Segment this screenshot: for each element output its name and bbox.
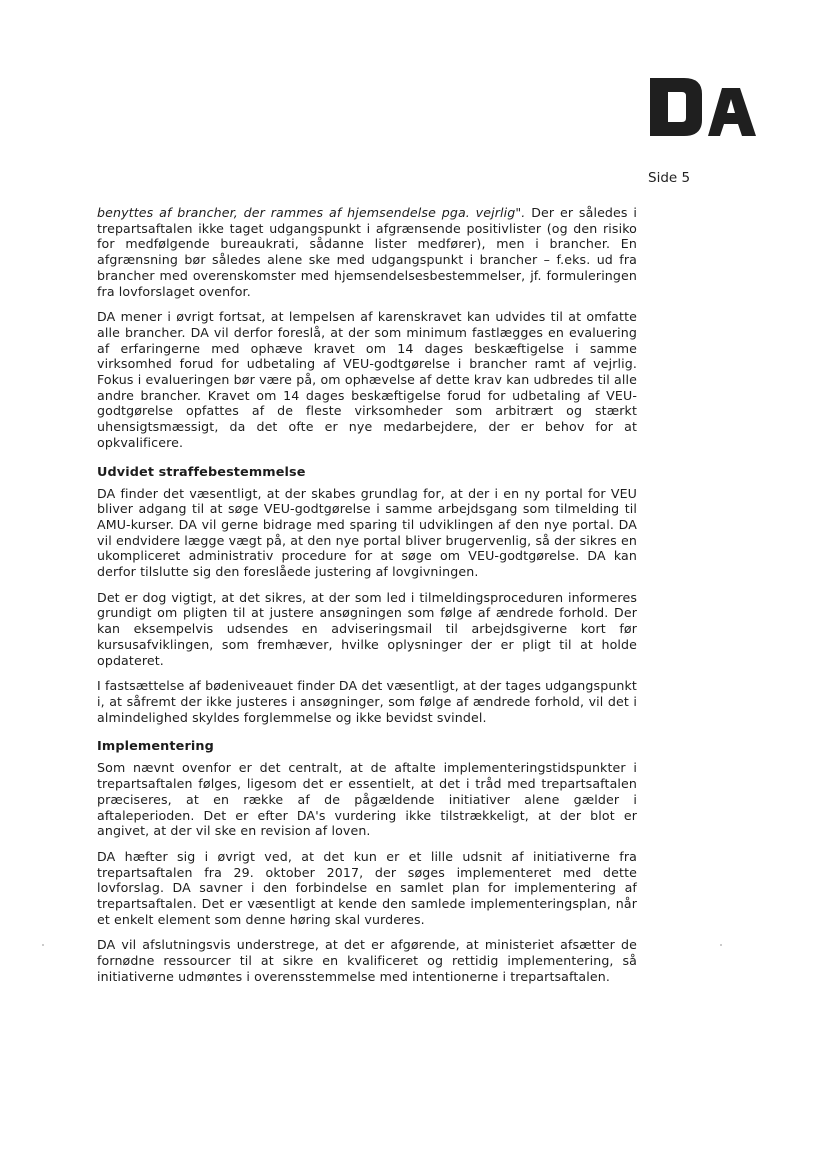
scan-speck <box>42 944 44 946</box>
paragraph: I fastsættelse af bødeniveauet finder DA det væsentligt, at der tages udgangspunkt i, at såfremt der ikke justeres i ansøgninger, som følge af ændrede forhold, vil det i almindelighed skyldes forglemmelse og ikke bevidst svindel. <box>97 678 637 725</box>
quoted-text: benyttes af brancher, der rammes af hjemsendelse pga. vejrlig". <box>97 205 526 220</box>
paragraph: DA hæfter sig i øvrigt ved, at det kun er et lille udsnit af initiativerne fra trepartsaftalen fra 29. oktober 2017, der søges implementeret med dette lovforslag. DA savner i den forbindelse en samlet plan for implementering af trepartsaftalen. Det er væsentligt at kende den samlede implementeringsplan, når et enkelt element som denne høring skal vurderes. <box>97 848 637 927</box>
paragraph-text: Der er således i trepartsaftalen ikke taget udgangspunkt i afgrænsende positivlister (og den risiko for medfølgende bureaukrati, sådanne lister medfører), men i brancher. En afgrænsning bør således alene ske med udgangspunkt i brancher – f.eks. ud fra brancher med overenskomster med hjemsendelsesbestemmelser, jf. formuleringen fra lovforslaget ovenfor. <box>97 205 637 299</box>
paragraph: DA mener i øvrigt fortsat, at lempelsen af karenskravet kan udvides til at omfatte alle brancher. DA vil derfor foreslå, at der som minimum fastlægges en evaluering af erfaringerne med ophæve kravet om 14 dages beskæftigelse i samme virksomhed forud for udbetaling af VEU-godtgørelse i brancher ramt af vejrlig. Fokus i evalueringen bør være på, om ophævelse af dette krav kan udbredes til alle andre brancher. Kravet om 14 dages beskæftigelse forud for udbetaling af VEU-godtgørelse opfattes af de fleste virksomheder som arbitrært og stærkt uhensigtsmæssigt, da det ofte er nye medarbejdere, der er behov for at opkvalificere. <box>97 309 637 450</box>
paragraph: DA finder det væsentligt, at der skabes grundlag for, at der i en ny portal for VEU bliver adgang til at søge VEU-godtgørelse i samme arbejdsgang som tilmelding til AMU-kurser. DA vil gerne bidrage med sparing til udviklingen af den nye portal. DA vil endvidere lægge vægt på, at den nye portal bliver brugervenlig, så der sikres en ukompliceret administrativ procedure for at søge om VEU-godtgørelse. DA kan derfor tilslutte sig den foreslåede justering af lovgivningen. <box>97 485 637 580</box>
paragraph <box>97 205 637 299</box>
paragraph: Som nævnt ovenfor er det centralt, at de aftalte implementeringstidspunkter i trepartsaftalen følges, ligesom det er essentielt, at det i tråd med trepartsaftalen præciseres, at en række af de pågældende initiativer alene gælder i aftaleperioden. Det er efter DA's vurdering ikke tilstrækkeligt, at der blot er angivet, at der vil ske en revision af loven. <box>97 760 637 839</box>
scan-speck <box>720 944 722 946</box>
letter-body <box>97 205 637 995</box>
section-heading: Udvidet straffebestemmelse <box>97 464 306 480</box>
paragraph: DA vil afslutningsvis understrege, at det er afgørende, at ministeriet afsætter de fornødne ressourcer til at sikre en kvalificeret og rettidig implementering, så initiativerne udmøntes i overensstemmelse med intentionerne i trepartsaftalen. <box>97 937 637 984</box>
da-logo-icon <box>650 78 758 136</box>
paragraph: Det er dog vigtigt, at det sikres, at der som led i tilmeldingsproceduren informeres grundigt om pligten til at justere ansøgningen som følge af ændrede forhold. Der kan eksempelvis udsendes en adviseringsmail til arbejdsgiverne kort før kursusafviklingen, som fremhæver, hvilke oplysninger der er pligt til at holde opdateret. <box>97 589 637 668</box>
page-number: Side 5 <box>648 170 691 186</box>
section-heading: Implementering <box>97 739 214 755</box>
